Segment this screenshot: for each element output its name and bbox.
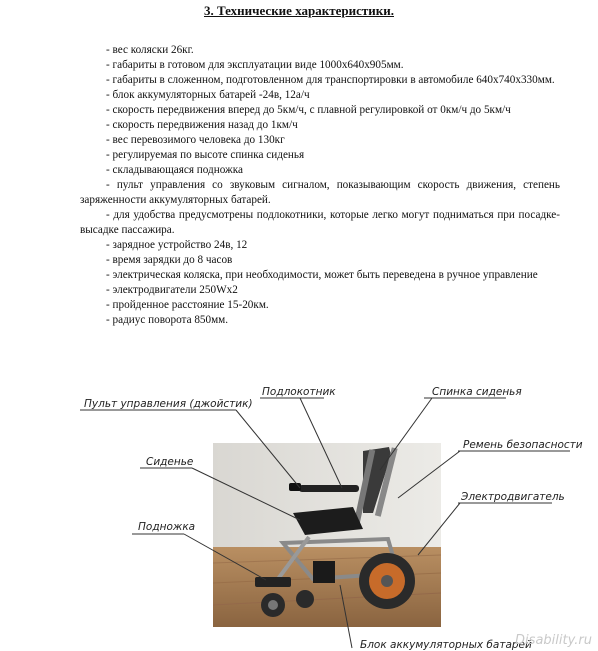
label-motor: Электродвигатель xyxy=(461,491,565,503)
spec-item: - пройденное расстояние 15-20км. xyxy=(106,299,269,311)
spec-item: - электродвигатели 250Wx2 xyxy=(106,284,238,296)
spec-item: - скорость передвижения назад до 1км/ч xyxy=(106,119,298,131)
section-title: 3. Технические характеристики. xyxy=(204,3,394,18)
spec-item: - скорость передвижения вперед до 5км/ч, с плавной регулировкой от 0км/ч до 5км/ч xyxy=(106,104,511,116)
spec-item: - вес перевозимого человека до 130кг xyxy=(106,134,285,146)
label-battery: Блок аккумуляторных батарей xyxy=(360,639,532,651)
label-seat: Сиденье xyxy=(146,456,194,468)
watermark: Disability.ru xyxy=(515,633,592,648)
label-backrest: Спинка сиденья xyxy=(432,386,522,398)
spec-item: - регулируемая по высоте спинка сиденья xyxy=(106,149,305,161)
spec-item: - электрическая коляска, при необходимости, может быть переведена в ручное управление xyxy=(106,269,538,281)
spec-item: - вес коляски 26кг. xyxy=(106,44,194,56)
spec-item: - зарядное устройство 24в, 12 xyxy=(106,239,248,251)
spec-item: - блок аккумуляторных батарей -24в, 12а/ч xyxy=(106,89,310,101)
spec-item: - габариты в готовом для эксплуатации виде 1000х640х905мм. xyxy=(106,59,404,71)
spec-item: - габариты в сложенном, подготовленном для транспортировки в автомобиле 640х740х330мм. xyxy=(106,74,555,86)
spec-item: - время зарядки до 8 часов xyxy=(106,254,233,266)
label-armrest: Подлокотник xyxy=(262,386,336,398)
label-seatbelt: Ремень безопасности xyxy=(463,439,583,451)
label-joystick: Пульт управления (джойстик) xyxy=(84,398,253,410)
spec-item: - складывающаяся подножка xyxy=(106,164,243,176)
spec-item: - радиус поворота 850мм. xyxy=(106,314,229,326)
spec-item: - пульт управления со звуковым сигналом, показывающим скорость движения, степень заряженности аккумуляторных батарей. xyxy=(80,179,560,206)
label-footrest: Подножка xyxy=(138,521,196,533)
spec-item: - для удобства предусмотрены подлокотники, которые легко могут подниматься при посадке- высадке пассажира. xyxy=(80,209,560,236)
